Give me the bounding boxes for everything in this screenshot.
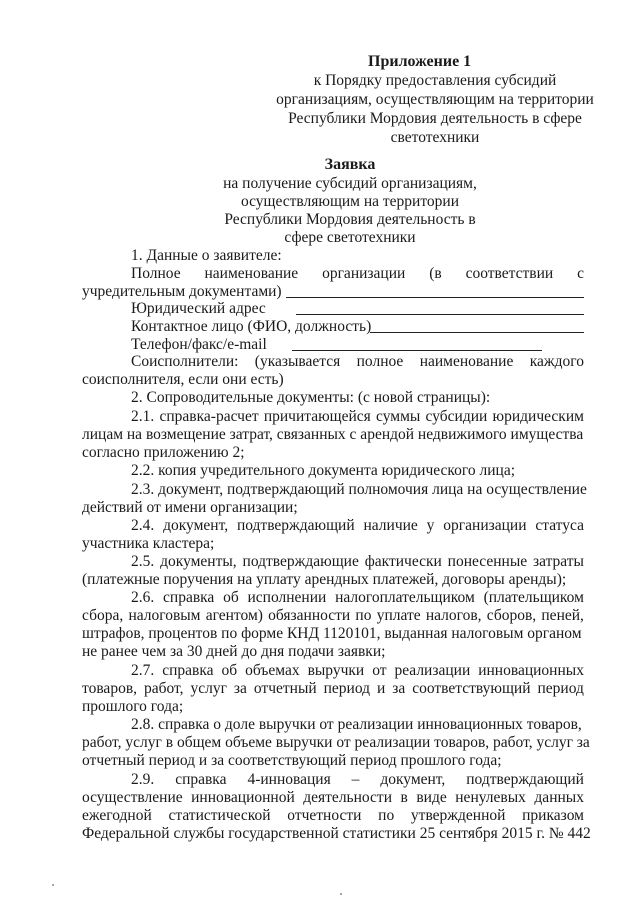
item-2-6-line-4: не ранее чем за 30 дней до дня подачи заявки; xyxy=(82,643,386,660)
word: справка xyxy=(175,771,227,788)
word: организации xyxy=(322,265,406,282)
item-2-1-line-1 xyxy=(131,408,584,426)
form-title-line-2: осуществляющим на территории xyxy=(240,193,460,210)
item-2-8-line-1: 2.8. справка о доле выручки от реализации инновационных товаров, xyxy=(131,716,582,733)
item-2-1-line-2: лицам на возмещение затрат, связанных с арендой недвижимого имущества xyxy=(82,426,584,443)
item-2-3-line-2: действий от имени организации; xyxy=(82,499,298,516)
legal-address-field[interactable] xyxy=(296,314,584,315)
word: сборов, xyxy=(486,607,537,624)
word: подтверждающий xyxy=(466,771,584,788)
word: наличие xyxy=(363,517,418,534)
word: пеней, xyxy=(541,607,584,624)
appendix-line-2: организациям, осуществляющим на территории xyxy=(276,91,594,108)
word: Полное xyxy=(131,265,181,282)
word: затраты xyxy=(532,553,584,570)
word: за xyxy=(233,680,247,697)
word: понесенные xyxy=(447,553,528,570)
form-title-line-4: сфере светотехники xyxy=(284,229,416,246)
word: суммы xyxy=(376,408,421,425)
section-2-heading: 2. Сопроводительные документы: (с новой страницы): xyxy=(131,389,491,406)
item-2-4-line-1 xyxy=(131,517,584,535)
item-2-8-line-2: работ, услуг в общем объеме выручки от реализации товаров, работ, услуг за xyxy=(82,734,590,751)
word: – xyxy=(351,771,360,788)
word: отчетности xyxy=(287,807,362,824)
word: фактически xyxy=(364,553,442,570)
word: приказом xyxy=(522,807,584,824)
word: деятельности xyxy=(303,789,392,806)
item-2-8-line-3: отчетный период и за соответствующий период прошлого года; xyxy=(82,752,502,769)
word: работ, xyxy=(143,680,184,697)
full-name-field[interactable] xyxy=(286,297,584,298)
word: 2.4. xyxy=(131,517,155,534)
word: период xyxy=(537,680,584,697)
scan-speck xyxy=(340,893,342,895)
form-title: Заявка xyxy=(324,156,376,173)
word: Соисполнители: xyxy=(131,353,239,370)
word: документ, xyxy=(380,771,446,788)
word: наименование xyxy=(204,265,299,282)
appendix-line-4: светотехники xyxy=(390,129,480,146)
word: об xyxy=(223,589,239,606)
word: налогов, xyxy=(425,607,482,624)
word: 2.6. xyxy=(131,589,155,606)
word: каждого xyxy=(529,353,584,370)
word: выручки xyxy=(307,662,365,679)
word: статистической xyxy=(168,807,271,824)
full-name-label xyxy=(131,265,584,283)
contact-person-label: Контактное лицо (ФИО, должность) xyxy=(131,318,372,335)
word: и xyxy=(376,680,386,697)
phone-field[interactable] xyxy=(292,350,542,351)
word: статуса xyxy=(535,517,584,534)
appendix-line-3: Республики Мордовия деятельность в сфере xyxy=(288,110,582,127)
item-2-5-line-2: (платежные поручения на уплату арендных платежей, договоры аренды); xyxy=(82,571,567,588)
word: от xyxy=(372,662,387,679)
word: организации xyxy=(443,517,527,534)
word: исполнении xyxy=(247,589,327,606)
word: 2.7. xyxy=(131,662,155,679)
word: (плательщиком xyxy=(483,589,584,606)
coexecutors-label-cont: соисполнителя, если они есть) xyxy=(82,371,284,388)
word: соответствующий xyxy=(412,680,531,697)
word: подтверждающие xyxy=(242,553,359,570)
word: реализации xyxy=(394,662,471,679)
word: по xyxy=(355,607,372,624)
coexecutors-label xyxy=(131,353,584,371)
word: 2.5. xyxy=(131,553,155,570)
word: (указывается xyxy=(254,353,341,370)
word: наименование xyxy=(419,353,514,370)
item-2-6-line-2 xyxy=(82,607,584,625)
word: в xyxy=(400,789,408,806)
word: 2.9. xyxy=(131,771,155,788)
full-name-label-cont: учредительным документами) xyxy=(82,283,282,300)
word: виде xyxy=(416,789,447,806)
word: уплате xyxy=(376,607,421,624)
word: инновационных xyxy=(478,662,584,679)
contact-person-field[interactable] xyxy=(370,332,584,333)
word: справка xyxy=(162,662,214,679)
word: по xyxy=(378,807,395,824)
word: налогоплательщиком xyxy=(335,589,475,606)
word: товаров, xyxy=(82,680,138,697)
word: утвержденной xyxy=(410,807,506,824)
word: субсидии xyxy=(425,408,488,425)
word: за xyxy=(392,680,406,697)
word: агентом) xyxy=(205,607,263,624)
item-2-7-line-3: прошлого года; xyxy=(82,698,184,715)
item-2-9-line-2 xyxy=(82,789,584,807)
word: причитающейся xyxy=(263,408,371,425)
word: юридическим xyxy=(492,408,584,425)
word: об xyxy=(221,662,238,679)
legal-address-label: Юридический адрес xyxy=(131,300,266,317)
word: объемах xyxy=(245,662,300,679)
item-2-6-line-3: штрафов, процентов по форме КНД 1120101, выданная налоговым органом xyxy=(82,625,582,642)
item-2-7-line-1 xyxy=(131,662,584,680)
word: у xyxy=(426,517,435,534)
word: ненулевых xyxy=(455,789,526,806)
word: сбора, xyxy=(82,607,124,624)
word: ежегодной xyxy=(82,807,152,824)
item-2-6-line-1 xyxy=(131,589,584,607)
form-title-line-3: Республики Мордовия деятельность в xyxy=(224,211,476,228)
scan-speck xyxy=(52,884,54,886)
item-2-9-line-3 xyxy=(82,807,584,825)
word: документ, xyxy=(163,517,229,534)
word: (в xyxy=(429,265,442,282)
word: с xyxy=(577,265,584,282)
item-2-5-line-1 xyxy=(131,553,584,571)
word: полное xyxy=(356,353,404,370)
item-2-1-line-3: согласно приложению 2; xyxy=(82,444,245,461)
word: отчетный xyxy=(253,680,317,697)
item-2-9-line-4: Федеральной службы государственной статистики 25 сентября 2015 г. № 442 xyxy=(82,825,591,842)
word: 2.1. xyxy=(131,408,155,425)
item-2-2: 2.2. копия учредительного документа юридического лица; xyxy=(131,462,516,479)
word: инновационной xyxy=(191,789,295,806)
phone-label: Телефон/факс/e-mail xyxy=(131,336,267,353)
word: услуг xyxy=(190,680,227,697)
appendix-title: Приложение 1 xyxy=(368,53,472,70)
word: соответствии xyxy=(465,265,554,282)
form-title-line-1: на получение субсидий организациям, xyxy=(223,175,477,192)
word: налоговым xyxy=(128,607,201,624)
word: документы, xyxy=(160,553,237,570)
word: период xyxy=(323,680,371,697)
word: справка-расчет xyxy=(159,408,259,425)
item-2-7-line-2 xyxy=(82,680,584,698)
section-1-heading: 1. Данные о заявителе: xyxy=(131,247,282,264)
word: справка xyxy=(163,589,215,606)
word: подтверждающий xyxy=(236,517,355,534)
item-2-4-line-2: участника кластера; xyxy=(82,535,215,552)
item-2-3-line-1: 2.3. документ, подтверждающий полномочия лица на осуществление xyxy=(131,481,587,498)
item-2-9-line-1 xyxy=(131,771,584,789)
word: 4-инновация xyxy=(247,771,331,788)
word: данных xyxy=(534,789,584,806)
word: обязанности xyxy=(268,607,351,624)
appendix-line-1: к Порядку предоставления субсидий xyxy=(313,72,557,89)
word: осуществление xyxy=(82,789,183,806)
